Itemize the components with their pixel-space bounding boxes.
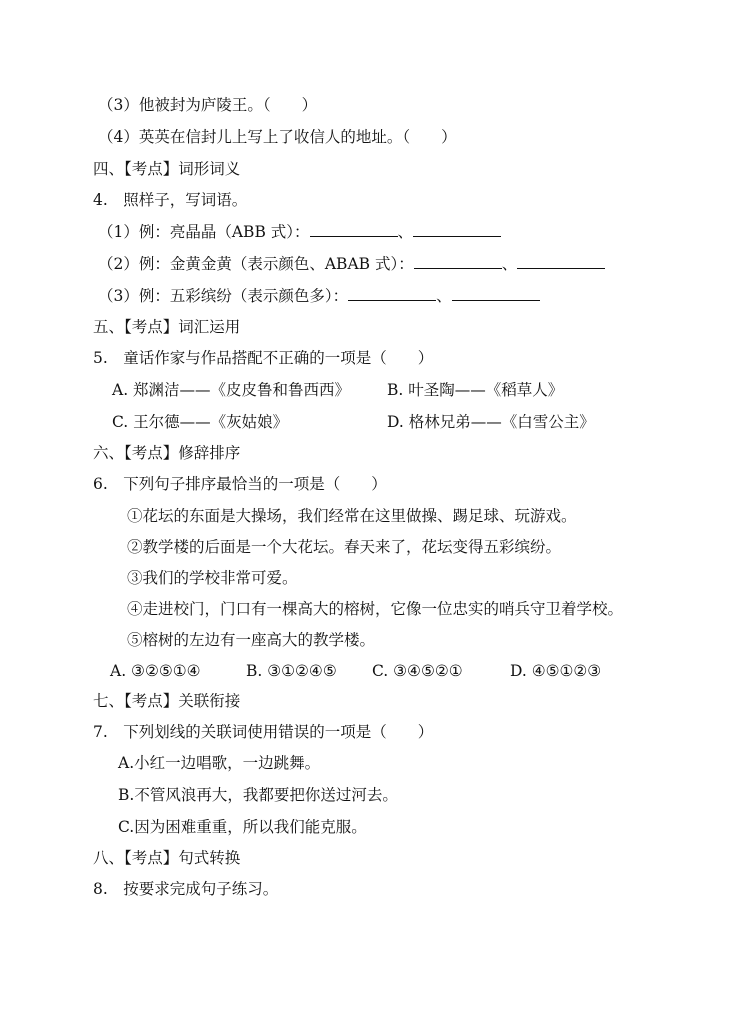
question-5-option-c: C. 王尔德——《灰姑娘》 — [112, 413, 289, 431]
section-8-heading: 八、【考点】句式转换 — [93, 849, 241, 867]
section-5-heading: 五、【考点】词汇运用 — [93, 318, 241, 336]
question-6-option-d: D. ④⑤①②③ — [510, 662, 602, 680]
question-8-stem: 8. 按要求完成句子练习。 — [93, 880, 279, 898]
question-5-stem: 5. 童话作家与作品搭配不正确的一项是（ ） — [93, 349, 434, 367]
item-2-prompt: （2）例：金黄金黄（表示颜色、ABAB 式）： — [98, 255, 414, 273]
section-7-heading: 七、【考点】关联衔接 — [93, 692, 241, 710]
section-4-heading: 四、【考点】词形词义 — [93, 160, 241, 178]
question-7-option-c: C.因为困难重重，所以我们能克服。 — [118, 818, 367, 836]
question-6-sentence-1: ①花坛的东面是大操场，我们经常在这里做操、踢足球、玩游戏。 — [127, 507, 577, 525]
question-6-stem: 6. 下列句子排序最恰当的一项是（ ） — [93, 475, 387, 493]
question-6-option-b: B. ③①②④⑤ — [246, 662, 337, 680]
question-6-option-a: A. ③②⑤①④ — [110, 662, 201, 680]
separator: 、 — [501, 255, 518, 273]
question-5-option-a: A. 郑渊洁——《皮皮鲁和鲁西西》 — [112, 381, 351, 399]
question-6-sentence-2: ②教学楼的后面是一个大花坛。春天来了，花坛变得五彩缤纷。 — [127, 538, 562, 556]
question-3-item-4: （4）英英在信封儿上写上了收信人的地址。（ ） — [98, 128, 457, 146]
question-6-sentence-5: ⑤榕树的左边有一座高大的教学楼。 — [127, 631, 376, 649]
question-4-item-3 — [98, 286, 540, 306]
question-6-option-c: C. ③④⑤②① — [372, 662, 463, 680]
section-6-heading: 六、【考点】修辞排序 — [93, 444, 241, 462]
answer-blank[interactable] — [452, 286, 540, 301]
question-4-stem: 4. 照样子，写词语。 — [93, 191, 248, 209]
answer-blank[interactable] — [413, 222, 501, 237]
question-7-option-b: B.不管风浪再大，我都要把你送过河去。 — [118, 786, 398, 804]
answer-blank[interactable] — [517, 254, 605, 269]
question-7-option-a: A.小红一边唱歌，一边跳舞。 — [118, 754, 321, 772]
item-1-prompt: （1）例：亮晶晶（ABB 式）： — [98, 223, 310, 241]
answer-blank[interactable] — [414, 254, 502, 269]
question-6-sentence-3: ③我们的学校非常可爱。 — [127, 569, 298, 587]
separator: 、 — [436, 287, 452, 305]
question-6-sentence-4: ④走进校门，门口有一棵高大的榕树，它像一位忠实的哨兵守卫着学校。 — [127, 600, 624, 618]
question-4-item-2 — [98, 254, 605, 274]
question-3-item-3: （3）他被封为庐陵王。（ ） — [98, 96, 318, 114]
separator: 、 — [397, 223, 414, 241]
question-5-option-d: D. 格林兄弟——《白雪公主》 — [387, 413, 595, 431]
question-4-item-1 — [98, 222, 501, 242]
answer-blank[interactable] — [310, 222, 398, 237]
item-3-prompt: （3）例：五彩缤纷（表示颜色多）： — [98, 287, 349, 305]
answer-blank[interactable] — [348, 286, 436, 301]
question-5-option-b: B. 叶圣陶——《稻草人》 — [387, 381, 564, 399]
question-7-stem: 7. 下列划线的关联词使用错误的一项是（ ） — [93, 723, 434, 741]
